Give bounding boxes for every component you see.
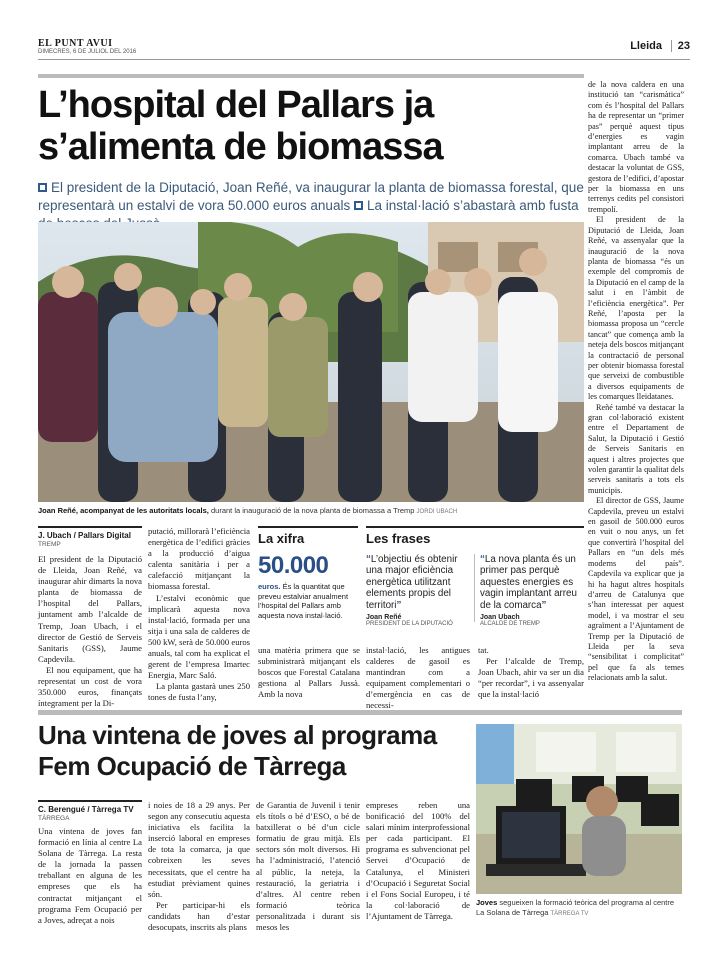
caption-text: durant la inauguració de la nova planta de biomassa a Tremp: [208, 506, 415, 515]
masthead: [38, 38, 690, 60]
paragraph: La planta gastarà unes 250 tones de fusta l’any,: [148, 681, 250, 703]
article2-photo-caption: [476, 898, 682, 919]
article2-headline: Una vintena de joves al programa Fem Ocupació de Tàrrega: [38, 720, 437, 781]
close-quote-icon: ”: [396, 599, 402, 611]
section-name: Lleida: [630, 40, 662, 52]
quote-1: [366, 554, 468, 627]
issue-date: DIMECRES, 6 DE JULIOL DEL 2016: [38, 49, 137, 55]
newspaper-name: EL PUNT AVUI: [38, 38, 113, 49]
paragraph: una matèria primera que se subministrarà mitjançant els boscos que Forestal Catalana gestiona al Pallars Jussà. Amb la nova: [258, 645, 360, 700]
paragraph: Reñé també va destacar la gran col·laboració existent entre el Departament de Salut, la Diputació i Gestió de Serveis Sanitaris en aquest i altres projectes que volen garantir la qualitat dels serveis sanitaris a tots els municipis.: [588, 402, 684, 495]
classroom-photo-illustration: [476, 724, 682, 894]
paragraph: Per participar-hi els candidats han d’estar desocupats, inscrits als plans: [148, 899, 250, 933]
quote-divider: [474, 554, 475, 622]
lead-text-1: El president de la Diputació, Joan Reñé, va inaugurar la planta de biomassa forestal, que representarà un estalvi de vora 50.000 euros anuals: [38, 180, 584, 213]
caption-text: segueixen la formació teòrica del programa al centre La Solana de Tàrrega: [476, 898, 675, 917]
byline-author: C. Berengué / Tàrrega TV: [38, 805, 134, 814]
photo-credit: TÀRREGA TV: [550, 911, 589, 917]
key-figure-description: És la quantitat que preveu estalviar anualment l’hospital del Pallars amb aquesta nova instal·lació.: [258, 582, 349, 620]
byline-author: J. Ubach / Pallars Digital: [38, 531, 131, 540]
paragraph: de Garantia de Juvenil i tenir els títols o bé d’ESO, o bé de batxillerat o bé d’un cicle formatiu de grau mitjà. Els sectors són molt diversos. Hi ha l’administració, l’atenció al públic, la neteja, la restauració, la geriatria i d’altres. Al centre reben formació teòrica personalitzada i durant sis mesos les: [256, 800, 360, 933]
paragraph: Per l’alcalde de Tremp, Joan Ubach, ahir va ser un dia “per recordar”, i va assenyalar que la instal·lació: [478, 656, 584, 700]
quote-text: L’objectiu és obtenir una major eficiència energètica utilitzant elements propis del territori: [366, 554, 458, 611]
open-quote-icon: “: [366, 554, 371, 565]
article1-photo: [38, 222, 584, 502]
key-figure-text: [258, 582, 358, 620]
paragraph: tat.: [478, 645, 489, 655]
key-figure-header: La xifra: [258, 526, 358, 546]
article1-byline: [38, 526, 142, 548]
square-bullet-icon: [38, 183, 47, 192]
photo-credit: JORDI UBACH: [416, 509, 458, 515]
caption-bold: Joves: [476, 898, 498, 907]
page-number: 23: [671, 40, 690, 52]
article1-col4: [366, 645, 470, 712]
quote-2: [480, 554, 582, 627]
article2-photo: [476, 724, 682, 894]
quotes-header: Les frases: [366, 526, 584, 546]
key-figure-number: 50.000: [258, 552, 329, 579]
quote-author: Joan Reñé: [366, 614, 402, 622]
lead-text-2: La instal·lació s’abastarà amb fusta: [366, 198, 579, 213]
square-bullet-icon: [354, 201, 363, 210]
paragraph: instal·lació, les antigues calderes de gasoil es mantindran com a equipament complementari o d’emergència en cas de necessi-: [366, 645, 470, 711]
quote-text: La nova planta és un primer pas perquè aquestes energies es vagin implantant arreu de la comarca: [480, 554, 577, 611]
close-quote-icon: ”: [541, 599, 547, 611]
key-figure-box: [258, 526, 358, 620]
paragraph: El director de GSS, Jaume Capdevila, preveu un estalvi en gasoil de 500.000 euros en vuit o nou anys, un fet que convertirà l’hospital del Pallars en “un dels més moderns del país”. Capdevila va explicar que ja hi ha hagut altres hospitals d’arreu de Catalunya que s’han interessat per aquest model, i va mostrar el seu agraïment a l’Ajuntament de Tremp per la Diputació de Lleida per la seva “sensibilitat i complicitat” pel que fa als temes relacionats amb la salut.: [588, 496, 684, 683]
group-photo-illustration: [38, 222, 584, 502]
byline-location: TREMP: [38, 541, 61, 548]
paragraph: putació, millorarà l’eficiència energètica de l’edifici gràcies a la producció d’aigua calenta sanitària i per a calefacció mitjançant la biomassa forestal.: [148, 526, 250, 592]
paragraph: i noies de 18 a 29 anys. Per segon any consecutiu aquesta iniciativa els facilita la inserció laboral en empreses de tota la comarca, ja que cobreixen les seves necessitats, que el centre ha estudiat prèviament quines són.: [148, 800, 250, 899]
quote-role: ALCALDE DE TREMP: [480, 621, 540, 628]
article2-col4: [366, 800, 470, 922]
article1-col6: [588, 80, 684, 684]
paragraph: El nou equipament, que ha representat un cost de vora 350.000 euros, finançats íntegrament per la Di-: [38, 664, 142, 709]
paragraph: El president de la Diputació de Lleida, Joan Reñé, va assenyalar que la inauguració de la nova planta de biomassa “és un exemple del compromís de la Diputació en el camp de la salut i en l’àmbit de l’eficiència energètica”. Per Reñé, l’aposta per la biomassa proposa un “cercle tancat” que comença amb la neteja dels boscos mitjançant la contractació de personal per obtenir biomassa forestal que serveixi de combustible a diversos equipaments de les comarques lleidatanes.: [588, 215, 684, 402]
quote-author: Joan Ubach: [480, 614, 520, 622]
article2-col3: [256, 800, 360, 933]
paragraph: empreses reben una bonificació del 100% del salari mínim interprofessional per cada participant. El programa es subvencionat pel Servei d’Ocupació de Catalunya, el Ministeri d’Ocupació i Seguretat Social i el Fons Social Europeu, i té la col·laboració de l’Ajuntament de Tàrrega.: [366, 800, 470, 921]
key-figure-unit: euros.: [258, 582, 281, 591]
article2-col2: [148, 800, 250, 933]
paragraph: El president de la Diputació de Lleida, Joan Reñé, va inaugurar ahir dimarts la nova planta de biomassa de l’hospital del Pallars, juntament amb l’alcalde de Tremp, Joan Ubach, i el director de Gestió de Serveis Sanitaris (GSS), Jaume Capdevila.: [38, 554, 142, 664]
quotes-box: [366, 526, 584, 628]
article1-photo-caption: [38, 506, 584, 515]
article2-col1: [38, 826, 142, 926]
article1-col3: [258, 645, 360, 700]
article1-col5: [478, 645, 584, 700]
article1-col1: [38, 554, 142, 709]
article1-headline: L’hospital del Pallars ja s’alimenta de biomassa: [38, 84, 443, 168]
paragraph: Una vintena de joves fan formació en línia al centre La Solana de Tàrrega. La resta de la jornada la passen treballant en alguna de les empreses que els ha contractat mitjançant el programa Fem Ocupació per a Joves, adreçat a nois: [38, 826, 142, 925]
article-separator: [38, 710, 682, 715]
paragraph: L’estalvi econòmic que implicarà aquesta nova instal·lació, formada per una sitja i una sala de calderes de 500 kW, serà de 50.000 euros anuals, tal com ha explicat el gerent de l’empresa Imartec Energia, Marc Saló.: [148, 592, 250, 681]
quote-role: PRESIDENT DE LA DIPUTACIÓ: [366, 621, 453, 628]
top-rule: [38, 74, 584, 78]
byline-location: TÀRREGA: [38, 815, 70, 822]
open-quote-icon: “: [480, 554, 485, 565]
paragraph: de la nova caldera en una institució tan “carismàtica” com és l’hospital del Pallars ha de representar un “primer pas” perquè aquest tipus d’energies es vagin implantant arreu de la comarca. Ubach també va destacar la voluntat de GSS, gestora de l’edifici, d’apostar per la biomassa en uns terrenys cedits pel consistori trempolí.: [588, 80, 684, 214]
article2-byline: [38, 800, 142, 822]
caption-bold: Joan Reñé, acompanyat de les autoritats locals,: [38, 506, 209, 515]
article1-col2: [148, 526, 250, 704]
